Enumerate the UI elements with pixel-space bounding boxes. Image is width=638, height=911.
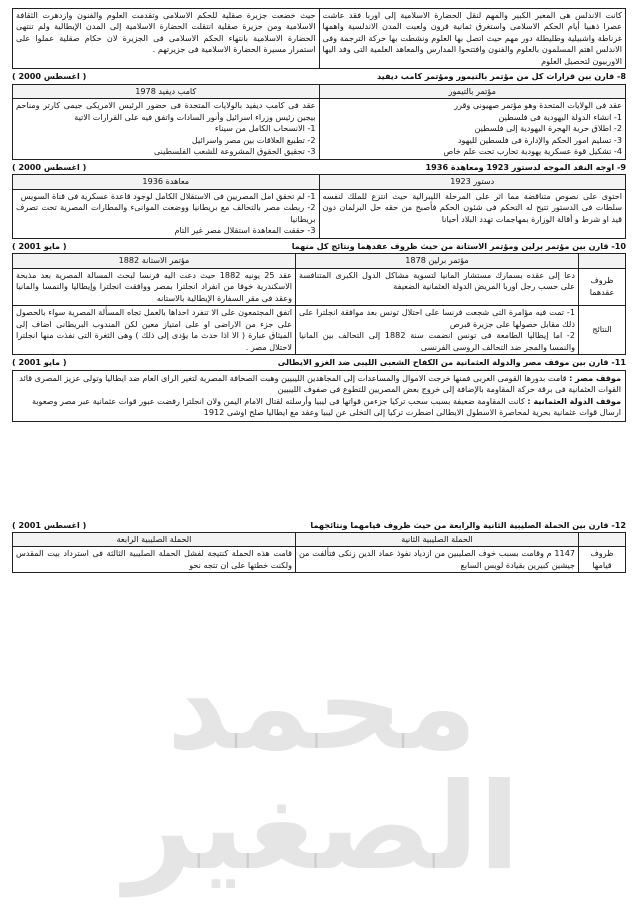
q11-ottoman-key: موقف الدولة العثمانية :: [527, 395, 621, 406]
q9-left-line: 2- ربطت مصر بالتحالف مع بريطانيا ووضعت الموانىء والمطارات المصرية تحت تصرف بريطانيا: [16, 202, 316, 224]
q9-col-right: دستور 1923: [319, 175, 626, 189]
q9-title: 9- اوجه النقد الموجه لدستور 1923 ومعاهدة 1936: [425, 161, 626, 172]
q10-corner-cell: [579, 254, 626, 268]
q11-ottoman-paragraph: [17, 396, 621, 419]
q8-heading: [12, 71, 626, 82]
q11-date-tag: ( مايو 2001 ): [12, 357, 67, 368]
q9-col-left: معاهدة 1936: [13, 175, 320, 189]
q10-table: [12, 253, 626, 355]
q8-right-line: 3- تسليم امور الحكم والإدارة فى فلسطين لليهود: [457, 134, 622, 145]
q10-title: 10- قارن بين مؤتمر برلين ومؤتمر الاستانة من حيث ظروف عقدهما ونتائج كل منهما: [291, 240, 626, 251]
q8-table: [12, 84, 626, 160]
q10-row2-right-line: 2- اما إيطاليا الطامعة فى تونس انضمت سنة 1882 إلى التحالف بين المانيا والنمسا والمجر ضد التحالف الروسى الفرنسى: [299, 330, 575, 352]
intro-right-cell: كانت الاندلس هى المعبر الكبير والمهم لنقل الحضارة الاسلامية إلى اوربا فقد عاشت عصرا ذهبيا أيام الحكم الاسلامى واستغرق ثمانية قرون ولعبت المدن الاندلسية واهمها غرناطة واشبيلية وطليطلة دور مهم حيث اتصل بها العلوم ونشطت بها حركة الترجمة وفى الاندلس اهتم المسلمون بالعلوم والفنون وافتتحوا المدارس والمعاهد العلمية التى وفد اليها الاوربيون لتحصيل العلوم: [319, 9, 626, 69]
q12-row-label: ظروف قيامها: [579, 547, 626, 573]
q12-col-left: الحملة الصليبية الرابعة: [13, 532, 296, 546]
q12-table: [12, 532, 626, 573]
q8-right-line: 4- تشكيل قوة عسكرية يهودية تحارب تحت علم خاص: [443, 146, 622, 157]
q10-row1-left: عقد 25 يونيه 1882 حيث دعت اليه فرنسا لبحث المسالة المصرية بعد مذبحة الاسكندرية خوفا من انفراد انجلترا بمصر ووافقت انجلترا وإيطاليا والنمسا والمانيا وعقد فى مقر السفارة الإيطالية بالاستانه: [13, 268, 296, 305]
q12-right-cell: 1147 م وقامت بسبب خوف الصليبين من ازدياد نفوذ عماد الدين زنكى فتألفت من جيشين كبيرين بقيادة لويس السابع: [296, 547, 579, 573]
q10-date-tag: ( مايو 2001 ): [12, 240, 67, 251]
author-watermark: محمد الصغير: [124, 638, 520, 897]
q8-left-line: 1- الانسحاب الكامل من سيناء: [214, 123, 316, 134]
q12-col-right: الحملة الصليبية الثانية: [296, 532, 579, 546]
q11-title: 11- قارن بين موقف مصر والدولة العثمانية من الكفاح الشعبى الليبى ضد الغزو الايطالى: [277, 357, 626, 368]
q9-left-line: 3- حققت المعاهدة استقلال مصر غير التام: [174, 225, 316, 236]
q8-left-line: عقد فى كامب ديفيد بالولايات المتحدة فى حضور الرئيس الامريكى جيمى كارتر ومناحم بيجين رئيس وزراء اسرائيل وأنور السادات واتفق فيه على القرارات الاتية: [16, 100, 316, 122]
q10-heading: [12, 241, 626, 252]
q8-right-line: 1- انشاء الدولة اليهودية فى فلسطين: [498, 111, 622, 122]
intro-table: [12, 8, 626, 69]
q11-ottoman-text: كانت المقاومة ضعيفة بسبب سحب تركيا جزءمن قواتها فى ليبيا وأرسلته لقتال الامام اليمن ولان انجلترا رفضت عبور قوات عثمانية عبر مصر وصعوبة ارسال قوات عثمانية بحرية لمحاصرة الاسطول الايطالى اضطرت تركيا إلى التخلى عن ليبيا وعقد مع ايطاليا صلح اوشى 1912: [31, 395, 621, 418]
q10-row1-label: ظروف عقدهما: [579, 268, 626, 305]
q8-left-line: 3- تحقيق الحقوق المشروعة للشعب الفلسطينى: [153, 146, 316, 157]
q10-row2-left: اتفق المجتمعون على الا تنفرد احداها بالعمل تجاه المسألة المصرية سواء بالحصول على جزء من الاراضى او على امتياز معين لكن المندوب البريطانى اضاف إلى الميثاق عبارة ( الا اذا حدث ما يؤدى إلى ذلك ) وهى الثغرة التى نفذت منها انجلترا لاحتلال مصر .: [13, 306, 296, 355]
q9-date-tag: ( اغسطس 2000 ): [12, 161, 87, 172]
q12-title: 12- قارن بين الحملة الصليبية الثانية والرابعة من حيث ظروف قيامهما ونتائجهما: [310, 519, 626, 530]
watermark-spacer: [12, 422, 626, 518]
q8-left-cell: [13, 99, 320, 159]
q8-right-line: عقد فى الولايات المتحدة وهو مؤتمر صهيونى وقرر: [454, 100, 622, 111]
q8-title: 8- قارن بين قرارات كل من مؤتمر بالتيمور ومؤتمر كامب ديفيد: [376, 71, 626, 82]
q8-left-line: 2- تطبيع العلاقات بين مصر واسرائيل: [191, 134, 316, 145]
q11-egypt-key: موقف مصر :: [569, 372, 621, 383]
q8-col-right: مؤتمر بالتيمور: [319, 84, 626, 98]
intro-left-cell: حيث خضعت جزيرة صقلية للحكم الاسلامى وتقدمت العلوم والفنون وازدهرت الثقافة الاسلامية ومن جزيرة صقلية انتقلت الحضارة الاسلامية إلى المدن الإيطالية ولم تنتهى الحضارة الاسلامية بانتهاء الحكم الاسلامى فى الجزيرة لان حكام صقلية عملوا على استمرار مسيرة الحضارة الاسلامية فى جزيرتهم .: [13, 9, 320, 69]
q9-left-line: 1- لم تحقق امل المصريين فى الاستقلال الكامل لوجود قاعدة عسكرية فى قناة السويس: [20, 190, 316, 201]
q10-col-left: مؤتمر الاستانة 1882: [13, 254, 296, 268]
q10-row1-right: دعا إلى عقده بسمارك مستشار المانيا لتسوية مشاكل الدول الكبرى المتنافسة على حسب رجل اوربا المريض الدولة العثمانية الضعيفة: [296, 268, 579, 305]
q8-col-left: كامب ديفيد 1978: [13, 84, 320, 98]
q9-left-cell: [13, 189, 320, 238]
q8-right-line: 2- اطلاق حرية الهجرة اليهودية إلى فلسطين: [474, 123, 622, 134]
q12-corner-cell: [579, 532, 626, 546]
q11-heading: [12, 357, 626, 368]
q10-row2-right-line: 1- تمت فيه مؤامرة التى شجعت فرنسا على احتلال تونس بعد موافقة انجلترا على ذلك مقابل حصولها على جزيرة قبرص: [299, 307, 575, 329]
q11-egypt-paragraph: [17, 373, 621, 396]
q8-date-tag: ( اغسطس 2000 ): [12, 71, 87, 82]
q12-date-tag: ( اغسطس 2001 ): [12, 519, 87, 530]
q12-left-cell: قامت هذه الحملة كنتيجة لفشل الحملة الصليبية الثالثة فى استرداد بيت المقدس ولكنت خطتها على ان تتجه نحو: [13, 547, 296, 573]
q10-row2-label: النتائج: [579, 306, 626, 355]
q9-heading: [12, 162, 626, 173]
q11-answer: [12, 370, 626, 422]
q8-right-cell: [319, 99, 626, 159]
q9-table: [12, 174, 626, 238]
q10-row2-right: [296, 306, 579, 355]
q9-right-cell: احتوى على نصوص متناقضة مما اثر على المرحلة الليبرالية حيث انتزع للملك لنفسه سلطات فى الدستور تتيح له التحكم فى شئون الحكم فأصبح من حقه حل البرلمان دون قيد او شرط و أقالة الوزارة بمهاجمات تهدد البلاد أحيانا: [319, 189, 626, 238]
q10-col-right: مؤتمر برلين 1878: [296, 254, 579, 268]
q11-egypt-text: قامت بدورها القومى العربى فمنها خرجت الاموال والمساعدات إلى المجاهدين الليبيين وهبت الصحافة المصرية لتغير الراى العام ضد ايطاليا وتولى عزيز المصرى قائد القوات العثمانية فى برقة حركة المقاومة بالإضافة إلى خروج بعض المصريين للتطوع فى صفوف الليبيين: [19, 372, 621, 395]
q12-heading: [12, 520, 626, 531]
document-page: [12, 8, 626, 897]
